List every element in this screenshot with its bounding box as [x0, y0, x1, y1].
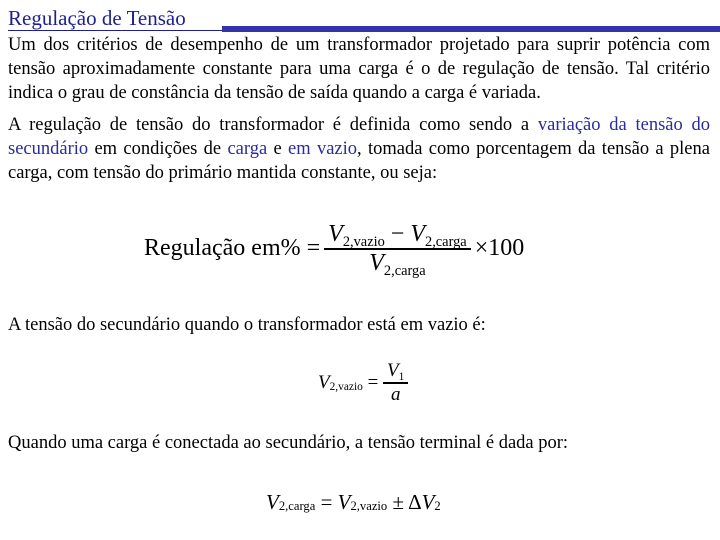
eq2-lhs-v: V	[318, 371, 330, 393]
eq3-equals: =	[315, 490, 338, 514]
eq1-lhs: Regulação em% =	[144, 235, 321, 262]
definition-text-3: e	[267, 139, 289, 159]
definition-text-1: A regulação de tensão do transformador é definida como sendo a	[8, 115, 538, 135]
highlight-variacao: variação da tensão do secundário	[8, 115, 710, 159]
eq1-minus: −	[384, 221, 411, 247]
eq1-fraction	[324, 221, 471, 277]
eq2-denominator: a	[390, 383, 401, 405]
eq2-numerator	[383, 360, 408, 382]
eq3-lhs-sub: 2,carga	[278, 499, 316, 514]
carga-paragraph: Quando uma carga é conectada ao secundário, a tensão terminal é dada por:	[8, 433, 569, 453]
eq3-dv: V	[421, 490, 435, 514]
eq3-dv-sub: 2	[434, 499, 441, 514]
eq1-den-v: V	[369, 249, 384, 276]
eq1-v2: V	[410, 221, 425, 247]
eq1-den-sub: 2,carga	[383, 262, 426, 279]
eq1-times: ×100	[474, 235, 525, 262]
eq1-v1-sub: 2,vazio	[342, 234, 385, 251]
eq2-lhs-sub: 2,vazio	[329, 380, 363, 393]
vazio-equation	[318, 360, 408, 406]
eq2-fraction	[383, 360, 408, 406]
title-underline	[8, 30, 222, 31]
definition-paragraph	[8, 113, 710, 185]
vazio-paragraph: A tensão do secundário quando o transformador está em vazio é:	[8, 315, 486, 335]
highlight-em-vazio: em vazio	[288, 139, 358, 159]
eq3-plus-minus-delta: ± Δ	[387, 490, 422, 514]
definition-text-2: em condições de	[88, 139, 228, 159]
intro-paragraph: Um dos critérios de desempenho de um transformador projetado para suprir potência com tensão aproximadamente constante para uma carga é o de regulação de tensão. Tal critério indica o grau de constância da tensão de saída quando a carga é variada.	[8, 35, 710, 103]
eq2-equals: =	[362, 371, 384, 393]
eq1-v2-sub: 2,carga	[425, 234, 467, 251]
eq1-denominator	[365, 250, 429, 277]
definition-text-4: , tomada como porcentagem da tensão a plena carga, com tensão do primário mantida constante, ou seja:	[8, 139, 710, 183]
eq1-numerator	[324, 221, 471, 251]
eq3-v-sub: 2,vazio	[350, 499, 388, 514]
page-title: Regulação de Tensão	[8, 6, 186, 30]
eq1-v1: V	[328, 221, 343, 247]
eq3-v: V	[337, 490, 351, 514]
title-rule	[222, 26, 720, 32]
highlight-carga: carga	[227, 139, 268, 159]
carga-equation	[266, 490, 441, 515]
eq3-lhs-v: V	[266, 490, 279, 514]
eq2-num-sub: 1	[398, 370, 405, 383]
regulation-equation	[144, 221, 524, 277]
eq2-num-v: V	[387, 360, 399, 381]
